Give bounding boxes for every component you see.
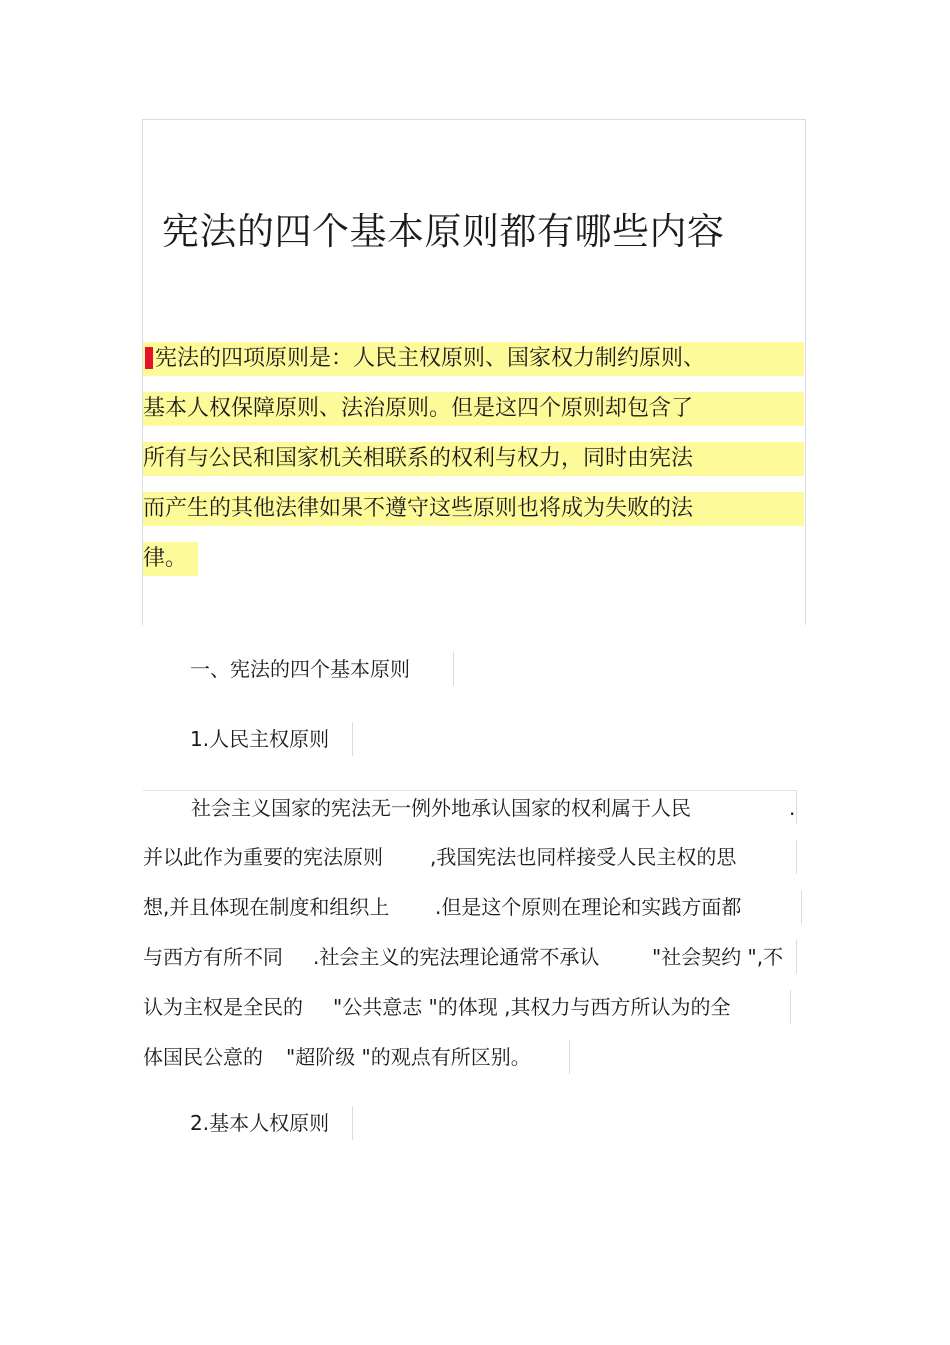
paragraph-line: 认为主权是全民的 "公共意志 "的体现 ,其权力与西方所认为的全 (143, 990, 791, 1024)
page-title: 宪法的四个基本原则都有哪些内容 (162, 210, 725, 253)
divider (453, 652, 454, 686)
summary-line: 宪法的四项原则是：人民主权原则、国家权力制约原则、 (143, 342, 804, 376)
paragraph-line: 社会主义国家的宪法无一例外地承认国家的权利属于人民 . (143, 790, 797, 824)
summary-line: 所有与公民和国家机关相联系的权利与权力，同时由宪法 (143, 442, 804, 476)
summary-line: 基本人权保障原则、法治原则。但是这四个原则却包含了 (143, 392, 804, 426)
divider (352, 722, 353, 756)
divider (352, 1106, 353, 1140)
paragraph-line: 体国民公意的 "超阶级 "的观点有所区别。 (143, 1040, 570, 1074)
sub-heading: 2.基本人权原则 (190, 1111, 330, 1135)
paragraph-line: 想,并且体现在制度和组织上 .但是这个原则在理论和实践方面都 (143, 890, 802, 924)
summary-line: 律。 (143, 542, 198, 576)
paragraph-line: 与西方有所不同 .社会主义的宪法理论通常不承认 "社会契约 ",不 (143, 940, 797, 974)
sub-heading: 1.人民主权原则 (190, 727, 330, 751)
summary-line: 而产生的其他法律如果不遵守这些原则也将成为失败的法 (143, 492, 804, 526)
highlight-marker (145, 347, 153, 369)
paragraph-line: 并以此作为重要的宪法原则 ,我国宪法也同样接受人民主权的思 (143, 840, 797, 874)
section-heading: 一、宪法的四个基本原则 (190, 657, 410, 681)
